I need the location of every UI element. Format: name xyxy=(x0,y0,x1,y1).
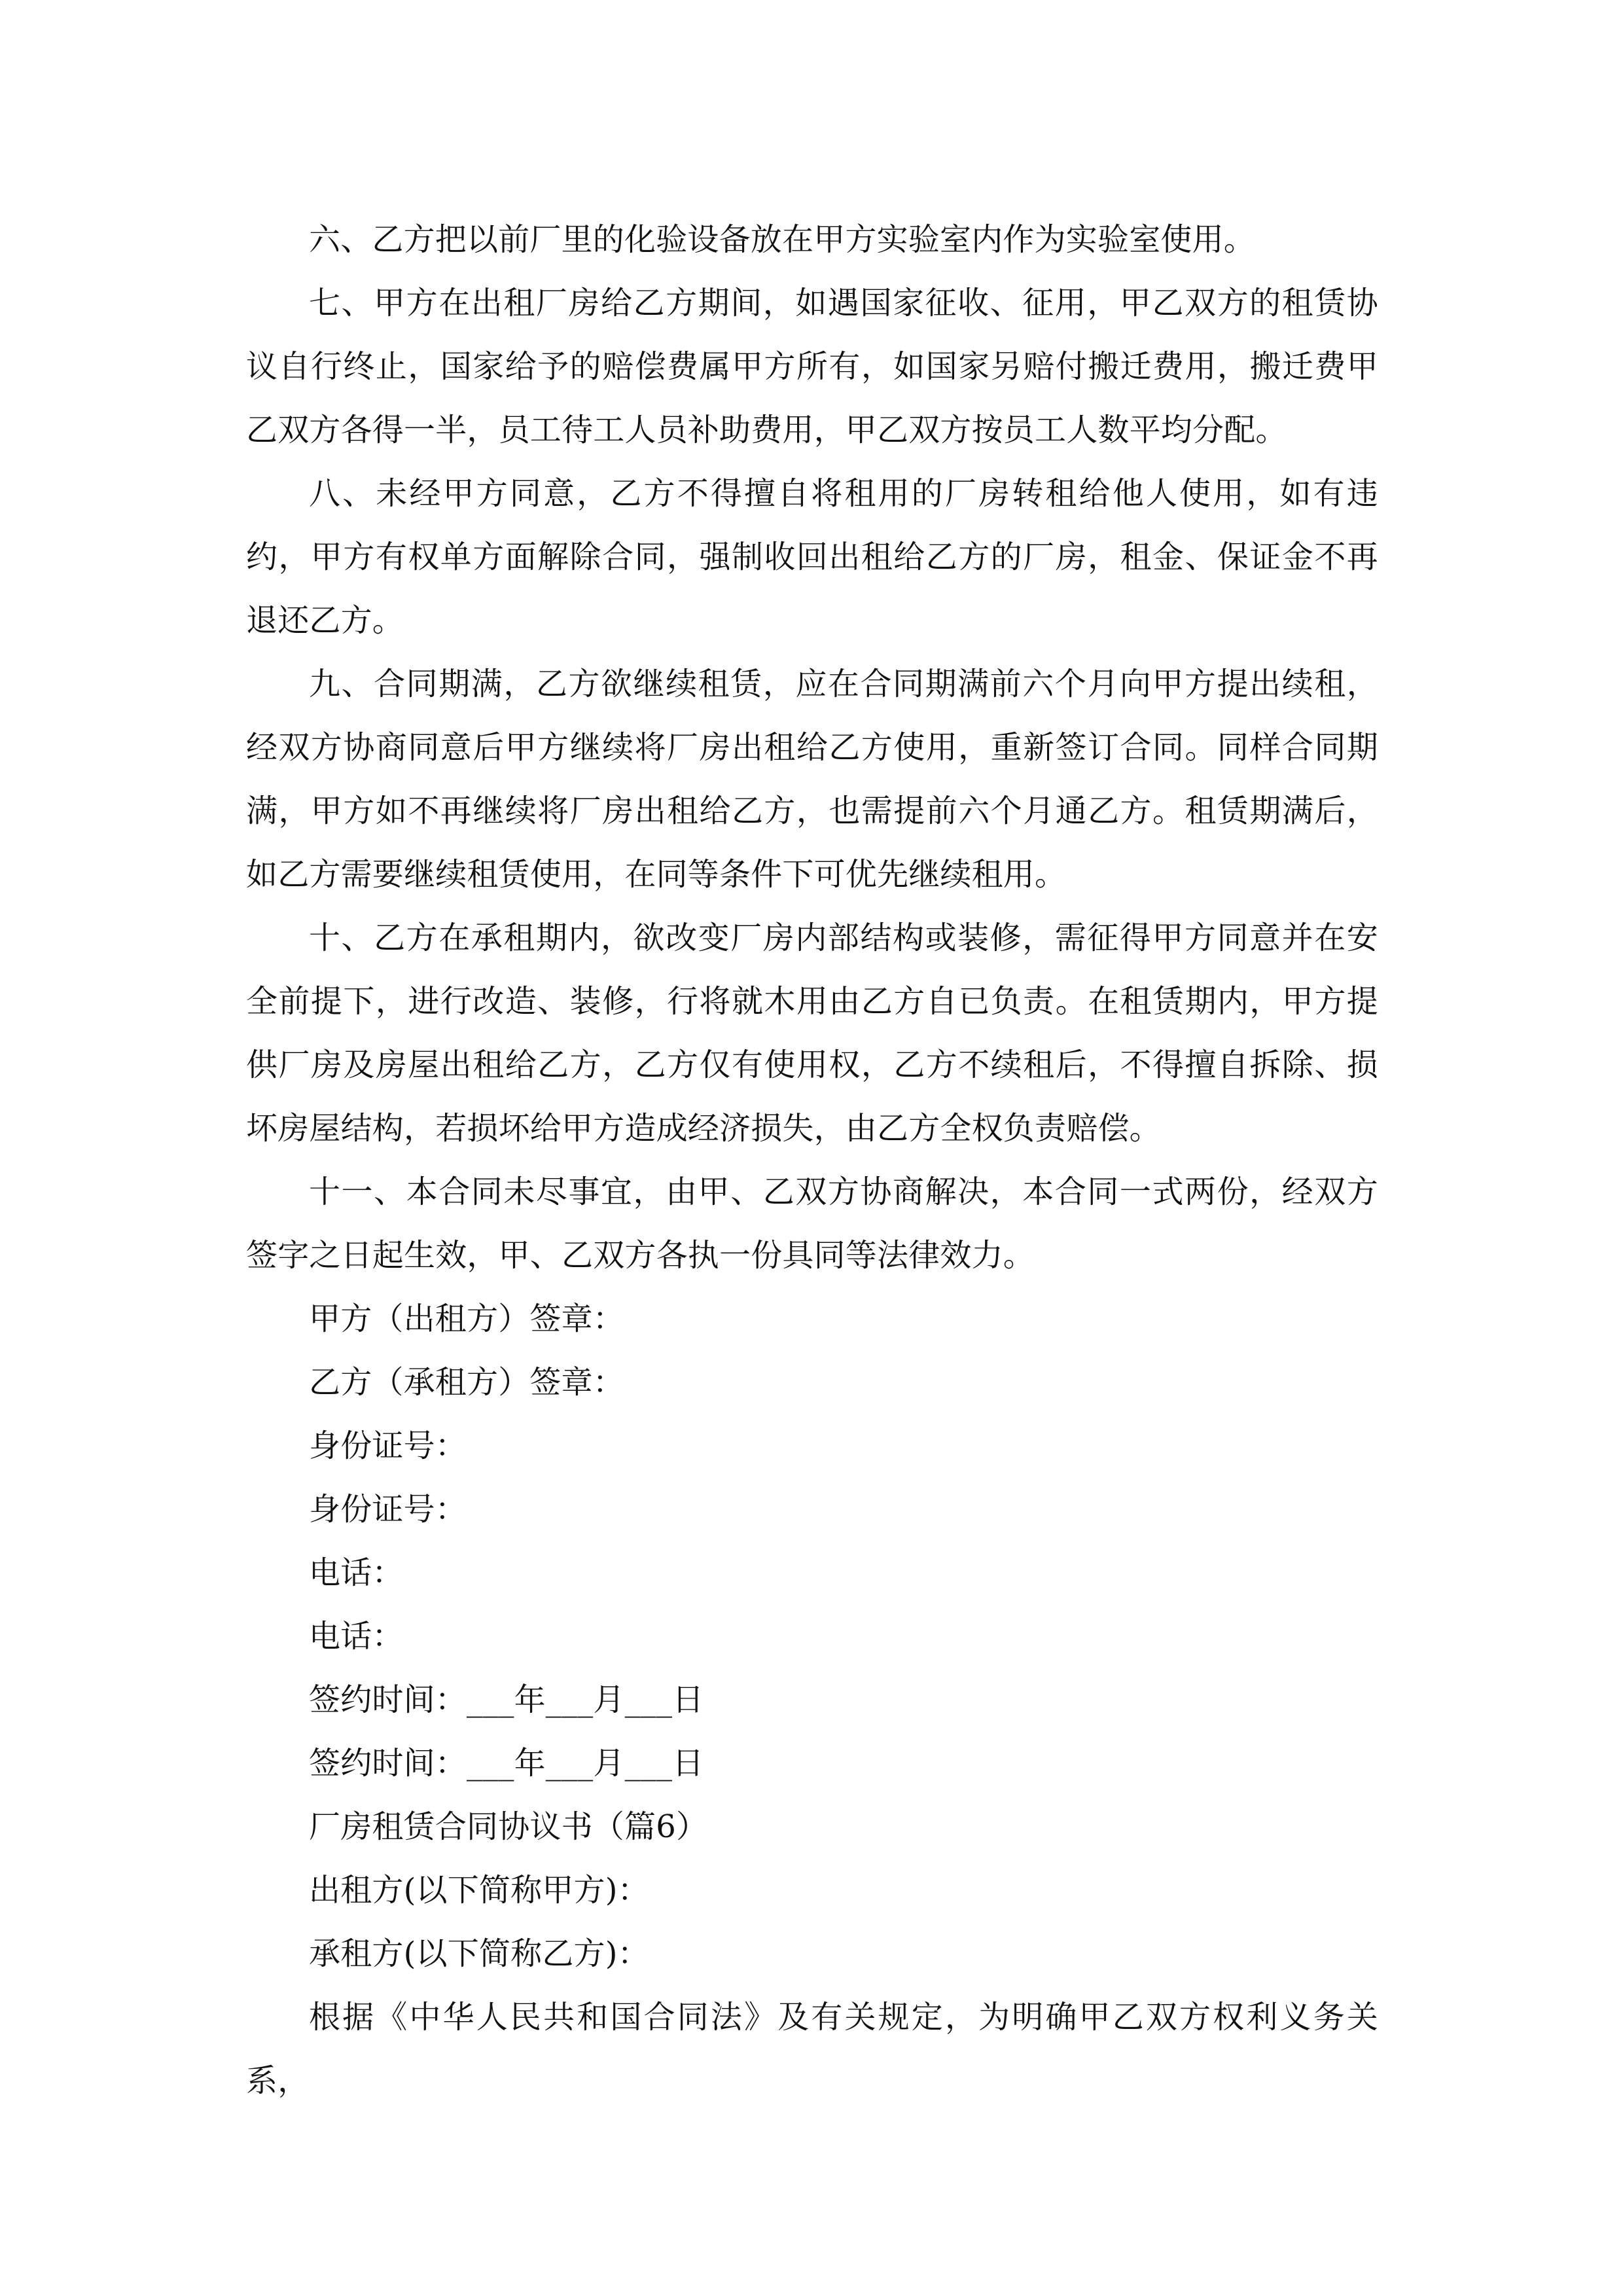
contract-body xyxy=(246,208,1378,2113)
lessee-signing-date-field: 签约时间：___年___月___日 xyxy=(309,1745,704,1782)
section-title: 厂房租赁合同协议书（篇6） xyxy=(309,1808,708,1845)
intro-paragraph: 根据《中华人民共和国合同法》及有关规定，为明确甲乙双方权利义务关系， xyxy=(246,1999,1378,2099)
lessor-signature-field: 甲方（出租方）签章： xyxy=(309,1300,625,1337)
clause-11: 十一、本合同未尽事宜，由甲、乙双方协商解决，本合同一式两份，经双方签字之日起生效，甲、乙双方各执一份具同等法律效力。 xyxy=(246,1174,1378,1274)
lessee-signature-field: 乙方（承租方）签章： xyxy=(309,1364,625,1401)
clause-7: 七、甲方在出租厂房给乙方期间，如遇国家征收、征用，甲乙双方的租赁协议自行终止，国家给予的赔偿费属甲方所有，如国家另赔付搬迁费用，搬迁费甲乙双方各得一半，员工待工人员补助费用，甲乙双方按员工人数平均分配。 xyxy=(246,285,1378,448)
lessor-id-number-field: 身份证号： xyxy=(309,1427,467,1464)
lessee-phone-field: 电话： xyxy=(309,1618,404,1655)
clause-8: 八、未经甲方同意，乙方不得擅自将租用的厂房转租给他人使用，如有违约，甲方有权单方面解除合同，强制收回出租给乙方的厂房，租金、保证金不再退还乙方。 xyxy=(246,475,1378,639)
clause-10: 十、乙方在承租期内，欲改变厂房内部结构或装修，需征得甲方同意并在安全前提下，进行改造、装修，行将就木用由乙方自已负责。在租赁期内，甲方提供厂房及房屋出租给乙方，乙方仅有使用权，乙方不续租后，不得擅自拆除、损坏房屋结构，若损坏给甲方造成经济损失，由乙方全权负责赔偿。 xyxy=(246,920,1378,1147)
lessee-id-number-field: 身份证号： xyxy=(309,1491,467,1528)
lessor-phone-field: 电话： xyxy=(309,1554,404,1591)
lessor-signing-date-field: 签约时间：___年___月___日 xyxy=(309,1681,704,1718)
clause-6: 六、乙方把以前厂里的化验设备放在甲方实验室内作为实验室使用。 xyxy=(309,221,1256,258)
lessee-field: 承租方(以下简称乙方)： xyxy=(309,1935,649,1972)
clause-9: 九、合同期满，乙方欲继续租赁，应在合同期满前六个月向甲方提出续租，经双方协商同意后甲方继续将厂房出租给乙方使用，重新签订合同。同样合同期满，甲方如不再继续将厂房出租给乙方，也需提前六个月通乙方。租赁期满后，如乙方需要继续租赁使用，在同等条件下可优先继续租用。 xyxy=(246,666,1378,893)
lessor-field: 出租方(以下简称甲方)： xyxy=(309,1872,649,1909)
